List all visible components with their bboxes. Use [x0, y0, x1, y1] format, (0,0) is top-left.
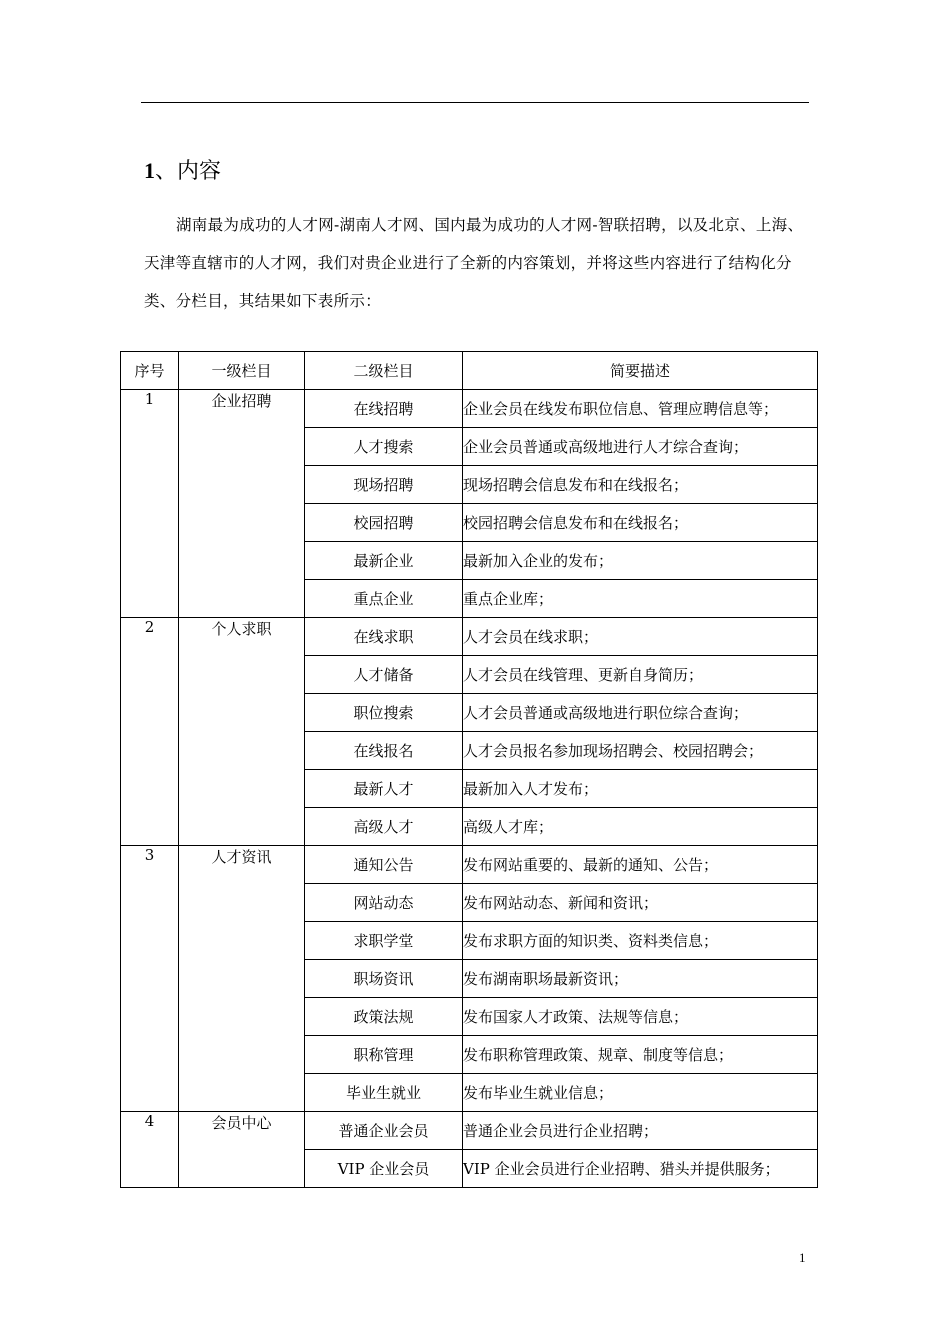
description-cell: 发布毕业生就业信息； [463, 1074, 818, 1112]
level2-cell: 政策法规 [305, 998, 463, 1036]
level2-cell: 通知公告 [305, 846, 463, 884]
description-cell: 发布国家人才政策、法规等信息； [463, 998, 818, 1036]
description-cell: 校园招聘会信息发布和在线报名； [463, 504, 818, 542]
level2-cell: 重点企业 [305, 580, 463, 618]
content-table [120, 351, 818, 1188]
description-cell: 高级人才库； [463, 808, 818, 846]
description-cell: 人才会员在线管理、更新自身简历； [463, 656, 818, 694]
description-cell: VIP 企业会员进行企业招聘、猎头并提供服务； [463, 1150, 818, 1188]
table-row [121, 390, 818, 428]
level2-cell: 校园招聘 [305, 504, 463, 542]
description-cell: 企业会员在线发布职位信息、管理应聘信息等； [463, 390, 818, 428]
level2-cell: 在线招聘 [305, 390, 463, 428]
description-cell: 人才会员报名参加现场招聘会、校园招聘会； [463, 732, 818, 770]
header-rule [141, 102, 809, 103]
table-body [121, 390, 818, 1188]
header-cell-desc: 简要描述 [463, 352, 818, 390]
description-cell: 发布求职方面的知识类、资料类信息； [463, 922, 818, 960]
header-cell-num: 序号 [121, 352, 179, 390]
table-row [121, 618, 818, 656]
section-number: 1 [144, 158, 155, 183]
description-cell: 发布湖南职场最新资讯； [463, 960, 818, 998]
row-number-cell: 3 [121, 846, 179, 1112]
level2-cell: 在线求职 [305, 618, 463, 656]
level2-cell: 职场资讯 [305, 960, 463, 998]
description-cell: 普通企业会员进行企业招聘； [463, 1112, 818, 1150]
section-heading [144, 156, 221, 187]
level2-cell: 网站动态 [305, 884, 463, 922]
header-cell-level2: 二级栏目 [305, 352, 463, 390]
description-cell: 企业会员普通或高级地进行人才综合查询； [463, 428, 818, 466]
level2-cell: 职位搜索 [305, 694, 463, 732]
level2-cell: 求职学堂 [305, 922, 463, 960]
row-number-cell: 2 [121, 618, 179, 846]
level2-cell: 人才搜索 [305, 428, 463, 466]
level2-cell: 普通企业会员 [305, 1112, 463, 1150]
description-cell: 发布职称管理政策、规章、制度等信息； [463, 1036, 818, 1074]
level1-cell: 会员中心 [179, 1112, 305, 1188]
row-number-cell: 1 [121, 390, 179, 618]
description-cell: 发布网站重要的、最新的通知、公告； [463, 846, 818, 884]
level2-cell: 在线报名 [305, 732, 463, 770]
level2-cell: 最新企业 [305, 542, 463, 580]
level2-cell: 毕业生就业 [305, 1074, 463, 1112]
level1-cell: 个人求职 [179, 618, 305, 846]
level2-cell: 人才储备 [305, 656, 463, 694]
level1-cell: 人才资讯 [179, 846, 305, 1112]
table-row [121, 846, 818, 884]
table-row [121, 1112, 818, 1150]
description-cell: 发布网站动态、新闻和资讯； [463, 884, 818, 922]
description-cell: 人才会员普通或高级地进行职位综合查询； [463, 694, 818, 732]
description-cell: 现场招聘会信息发布和在线报名； [463, 466, 818, 504]
description-cell: 重点企业库； [463, 580, 818, 618]
level2-cell: 最新人才 [305, 770, 463, 808]
level2-cell: 现场招聘 [305, 466, 463, 504]
section-title: 、内容 [155, 159, 222, 184]
intro-paragraph: 湖南最为成功的人才网-湖南人才网、国内最为成功的人才网-智联招聘，以及北京、上海、天津等直辖市的人才网，我们对贵企业进行了全新的内容策划，并将这些内容进行了结构化分类、分栏目，其结果如下表所示： [144, 216, 804, 310]
level2-cell: 高级人才 [305, 808, 463, 846]
level1-cell: 企业招聘 [179, 390, 305, 618]
table-header-row [121, 352, 818, 390]
level2-cell: 职称管理 [305, 1036, 463, 1074]
description-cell: 人才会员在线求职； [463, 618, 818, 656]
description-cell: 最新加入人才发布； [463, 770, 818, 808]
description-cell: 最新加入企业的发布； [463, 542, 818, 580]
header-cell-level1: 一级栏目 [179, 352, 305, 390]
row-number-cell: 4 [121, 1112, 179, 1188]
level2-cell: VIP 企业会员 [305, 1150, 463, 1188]
page-number: 1 [799, 1250, 806, 1265]
